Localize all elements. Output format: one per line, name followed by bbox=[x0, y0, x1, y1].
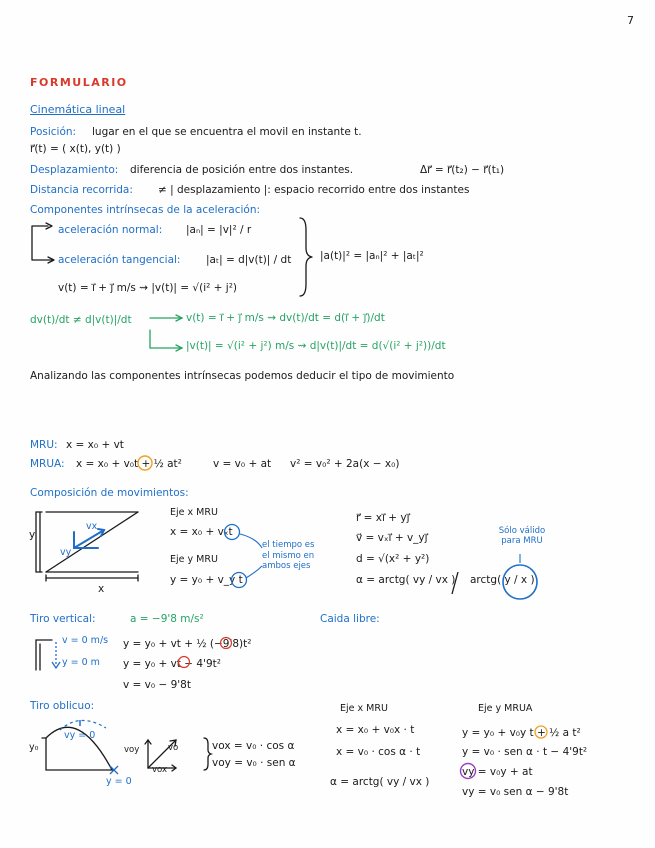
same-time-note: el tiempo es el mismo en ambos ejes bbox=[262, 540, 315, 572]
vertical-throw-diagram bbox=[36, 640, 52, 670]
vector-derivative-line: v(t) = i⃗ + j⃗ m/s ⇝ dv(t)/dt = d(i⃗ + j⃗)/dt bbox=[186, 312, 385, 324]
oblicuo-eje-x-f2: x = v₀ · cos α · t bbox=[336, 746, 421, 758]
normal-formula: |aₙ| = |v|² / r bbox=[186, 224, 252, 236]
oblicuo-eje-y-f3: vy = v₀y + at bbox=[462, 766, 533, 778]
total-brace bbox=[300, 218, 312, 296]
composicion-heading: Composición de movimientos: bbox=[30, 487, 189, 499]
comp-eje-y-formula: y = y₀ + v_y t bbox=[170, 574, 243, 586]
comp-v-formula: v⃗ = vₓi⃗ + v_yj⃗ bbox=[356, 532, 428, 544]
diagram-vx-label: vx bbox=[86, 521, 98, 532]
total-accel-formula: |a(t)|² = |aₙ|² + |aₜ|² bbox=[320, 250, 424, 262]
minus-highlight-2 bbox=[179, 657, 190, 668]
desplazamiento-formula: Δr⃗ = r⃗(t₂) − r⃗(t₁) bbox=[420, 164, 505, 176]
derivada-neq: dv(t)/dt ≠ d|v(t)|/dt bbox=[30, 314, 132, 326]
mru-label: MRU: bbox=[30, 439, 58, 451]
desplazamiento-text: diferencia de posición entre dos instantes. bbox=[130, 164, 354, 176]
comp-eje-x-formula: x = x₀ + vₓt bbox=[170, 526, 233, 538]
minus-highlight-1 bbox=[221, 638, 232, 649]
modulus-derivative-line: |v(t)| = √(i² + j²) m/s ⇝ d|v(t)|/dt = d(√(i² + j²))/dt bbox=[186, 340, 446, 352]
vt-highlight bbox=[225, 525, 240, 540]
tiro-oblicuo-heading: Tiro oblicuo: bbox=[30, 700, 95, 712]
components-bracket bbox=[32, 226, 52, 260]
oblicuo-eje-y-f2: y = v₀ · sen α · t − 4'9t² bbox=[462, 746, 588, 758]
oblicuo-vox-label: vox bbox=[152, 765, 167, 775]
oblique-throw-diagram bbox=[42, 727, 114, 770]
section-heading-cinematica: Cinemática lineal bbox=[30, 103, 126, 116]
componentes-label: Componentes intrínsecas de la aceleración: bbox=[30, 204, 261, 216]
page-title: FORMULARIO bbox=[30, 76, 128, 89]
comp-d-formula: d = √(x² + y²) bbox=[356, 553, 430, 565]
posicion-text: lugar en el que se encuentra el movil en instante t. bbox=[92, 126, 362, 138]
tiro-vertical-f2: y = y₀ + vt − 4'9t² bbox=[123, 658, 221, 670]
diagram-x-label: x bbox=[98, 583, 105, 595]
comp-eje-y-label: Eje y MRU bbox=[170, 554, 218, 565]
mrua-half-highlight bbox=[138, 456, 152, 470]
solo-valido-note: Sólo válido para MRU bbox=[498, 526, 546, 547]
tiro-vertical-accel: a = −9'8 m/s² bbox=[130, 613, 204, 625]
tiro-vertical-f1: y = y₀ + vt + ½ (−9'8)t² bbox=[123, 638, 252, 650]
oblicuo-eje-y-f1: y = y₀ + v₀y t + ½ a t² bbox=[462, 727, 581, 739]
diagram-y-label: y bbox=[29, 529, 36, 541]
distancia-label: Distancia recorrida: bbox=[30, 184, 133, 196]
oblicuo-eje-x-f1: x = x₀ + v₀x · t bbox=[336, 724, 415, 736]
mrua-formula-3: v² = v₀² + 2a(x − x₀) bbox=[290, 458, 400, 470]
composition-diagram bbox=[36, 512, 138, 581]
distancia-text: ≠ | desplazamiento |: espacio recorrido entre dos instantes bbox=[158, 184, 470, 196]
velocidad-formula: v(t) = i⃗ + j⃗ m/s ⇝ |v(t)| = √(i² + j²) bbox=[58, 282, 238, 294]
oblicuo-comp-2: voy = v₀ · sen α bbox=[212, 757, 296, 769]
velocity-vector bbox=[74, 530, 104, 548]
comp-r-formula: r⃗ = xi⃗ + yj⃗ bbox=[356, 512, 410, 524]
tangencial-label: aceleración tangencial: bbox=[58, 254, 181, 266]
vy-highlight bbox=[461, 764, 476, 779]
caida-libre-heading: Caida libre: bbox=[320, 613, 380, 625]
tangencial-formula: |aₜ| = d|v(t)| / dt bbox=[206, 254, 292, 266]
tiro-vertical-v0: v = 0 m/s bbox=[62, 635, 109, 646]
mrua-formula-2: v = v₀ + at bbox=[213, 458, 272, 470]
mru-formula: x = x₀ + vt bbox=[66, 439, 124, 451]
tiro-vertical-f3: v = v₀ − 9'8t bbox=[123, 679, 191, 691]
tiro-vertical-heading: Tiro vertical: bbox=[30, 613, 96, 625]
oblicuo-eje-y-f4: vy = v₀ sen α − 9'8t bbox=[462, 786, 569, 798]
analizando-text: Analizando las componentes intrínsecas podemos deducir el tipo de movimiento bbox=[30, 370, 455, 382]
oblicuo-eje-y-label: Eje y MRUA bbox=[478, 703, 533, 714]
vyt-highlight bbox=[232, 573, 247, 588]
oblicuo-eje-x-f3: α = arctg( vy / vx ) bbox=[330, 776, 430, 788]
oblicuo-eje-x-label: Eje x MRU bbox=[340, 703, 388, 714]
oblicuo-vy0-label: vy = 0 bbox=[64, 730, 96, 741]
oblicuo-vo-label: vo bbox=[168, 743, 179, 753]
page-number: 7 bbox=[627, 14, 634, 27]
mrua-label: MRUA: bbox=[30, 458, 65, 470]
normal-label: aceleración normal: bbox=[58, 224, 163, 236]
oblicuo-y0-label: y₀ bbox=[29, 742, 39, 753]
comp-alpha-alt: arctg( y / x ) bbox=[470, 574, 535, 586]
half-highlight bbox=[535, 726, 547, 738]
oblicuo-voy-label: voy bbox=[124, 745, 140, 755]
desplazamiento-label: Desplazamiento: bbox=[30, 164, 119, 176]
tiro-vertical-y0: y = 0 m bbox=[62, 657, 100, 668]
mrua-formula-1: x = x₀ + v₀t + ½ at² bbox=[76, 458, 182, 470]
posicion-label: Posición: bbox=[30, 126, 77, 138]
comp-eje-x-label: Eje x MRU bbox=[170, 507, 218, 518]
diagram-vy-label: vy bbox=[60, 547, 72, 558]
posicion-formula: r⃗(t) = ( x(t), y(t) ) bbox=[30, 143, 121, 155]
oblicuo-comp-1: vox = v₀ · cos α bbox=[212, 740, 295, 752]
oblicuo-y-eq-0: y = 0 bbox=[106, 776, 132, 787]
yx-circle bbox=[503, 565, 537, 599]
comp-alpha-formula: α = arctg( vy / vx ) bbox=[356, 574, 456, 586]
